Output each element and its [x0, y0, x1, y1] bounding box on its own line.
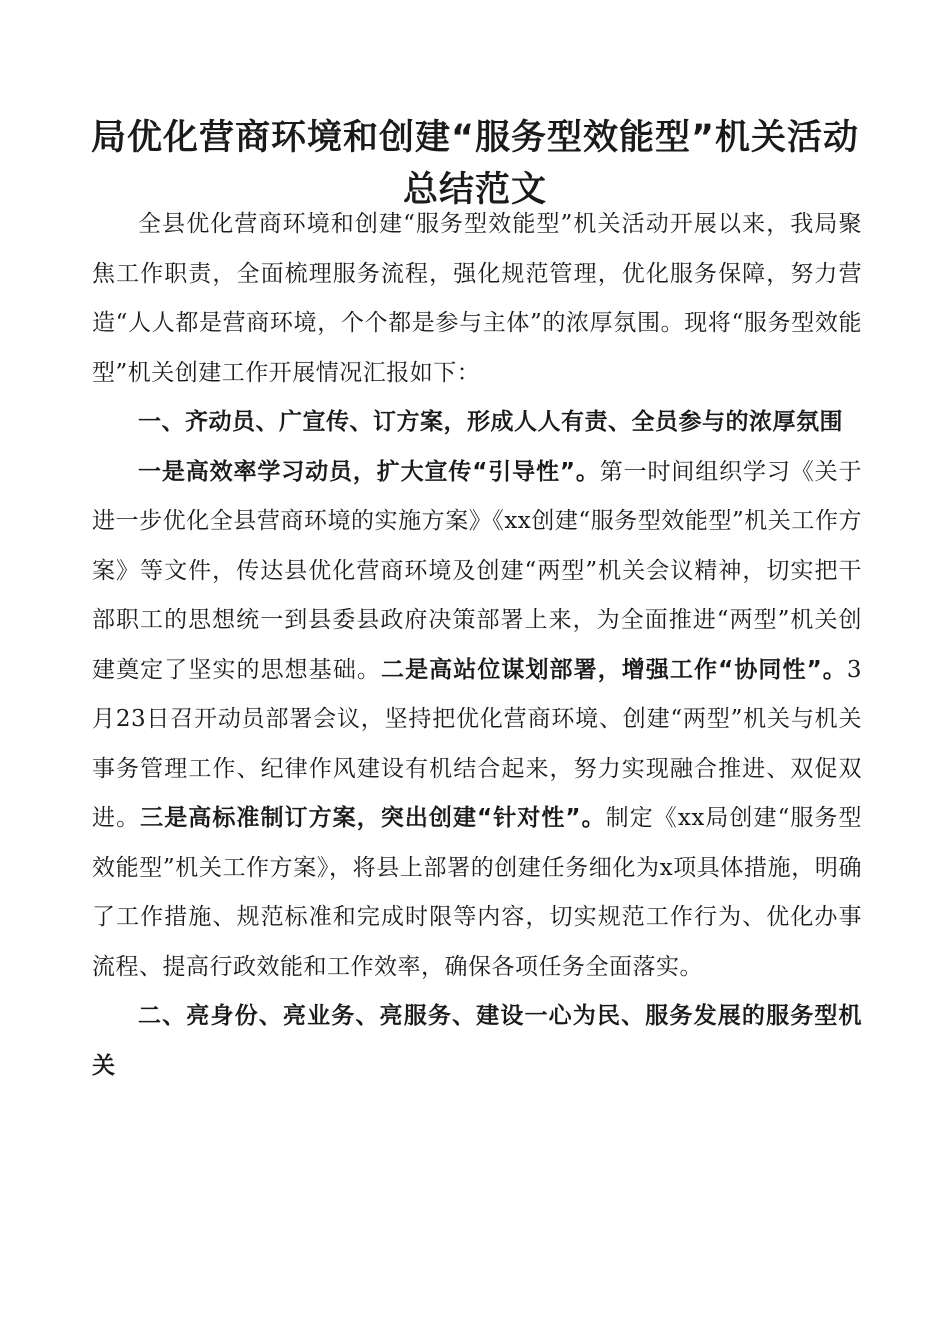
document-body — [92, 200, 862, 1091]
point-2-text: 3月23日召开动员部署会议，坚持把优化营商环境、创建“两型”机关与机关事务管理工作、纪律作风建设有机结合起来，努力实现融合推进、双促双进。 — [92, 656, 862, 831]
document-title: 局优化营商环境和创建“服务型效能型”机关活动总结范文 — [90, 118, 859, 210]
point-2-title: 二是高站位谋划部署，增强工作“协同性”。 — [380, 656, 847, 683]
point-3-text: 制定《xx局创建“服务型效能型”机关工作方案》，将县上部署的创建任务细化为x项具体措施，明确了工作措施、规范标准和完成时限等内容，切实规范工作行为、优化办事流程、提高行政效能和工作效率，确保各项任务全面落实。 — [92, 805, 863, 980]
section-2-heading: 二、亮身份、亮业务、亮服务、建设一心为民、服务发展的服务型机关 — [92, 1003, 862, 1079]
point-1-title: 一是高效率学习动员，扩大宣传“引导性”。 — [138, 458, 600, 485]
point-1-text: 第一时间组织学习《关于进一步优化全县营商环境的实施方案》《xx创建“服务型效能型”机关工作方案》等文件，传达县优化营商环境及创建“两型”机关会议精神，切实把干部职工的思想统一到县委县政府决策部署上来，为全面推进“两型”机关创建奠定了坚实的思想基础。 — [92, 458, 863, 683]
section-1-paragraph — [92, 448, 862, 993]
intro-paragraph: 全县优化营商环境和创建“服务型效能型”机关活动开展以来，我局聚焦工作职责，全面梳理服务流程，强化规范管理，优化服务保障，努力营造“人人都是营商环境，个个都是参与主体”的浓厚氛围。现将“服务型效能型”机关创建工作开展情况汇报如下： — [92, 211, 862, 386]
section-1-heading: 一、齐动员、广宣传、订方案，形成人人有责、全员参与的浓厚氛围 — [138, 409, 843, 435]
point-3-title: 三是高标准制订方案，突出创建“针对性”。 — [140, 805, 606, 831]
